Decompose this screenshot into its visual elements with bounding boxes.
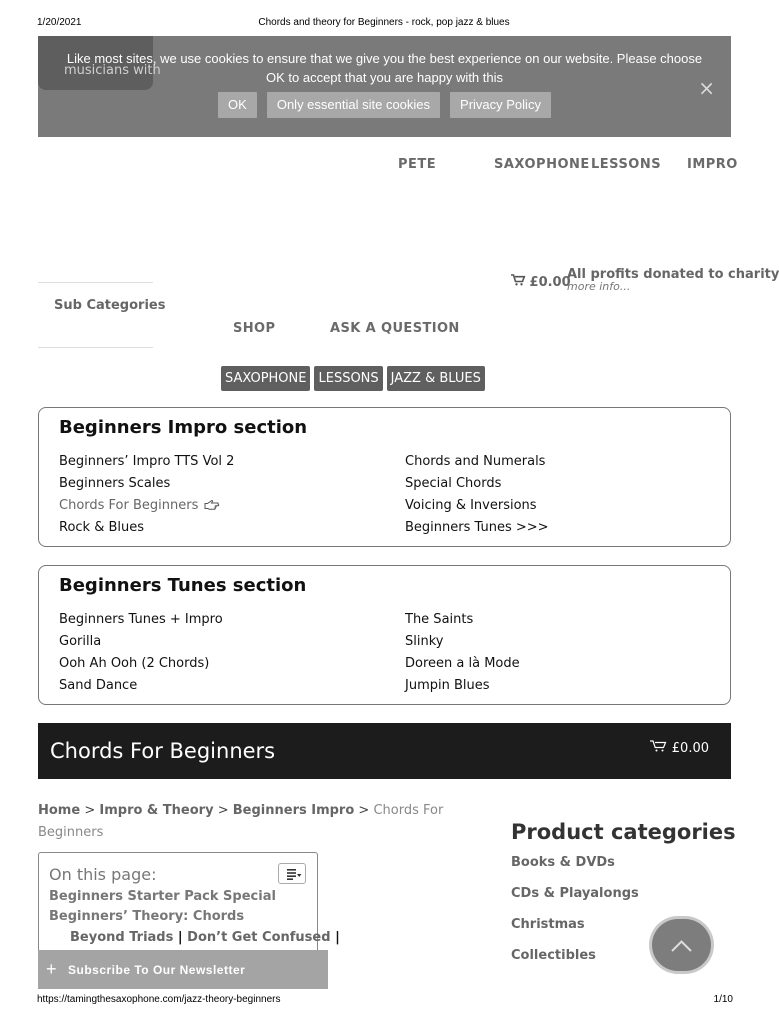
profits-notice (567, 267, 779, 293)
page-title-banner (38, 723, 731, 779)
tag-saxophone[interactable]: SAXOPHONE (221, 366, 310, 391)
toc-toggle-button[interactable] (278, 863, 306, 884)
tunes-link[interactable]: Sand Dance (59, 678, 138, 693)
header-cart[interactable] (511, 274, 571, 290)
header-cart-total: £0.00 (529, 275, 571, 290)
obscured-text: musicians with (64, 63, 161, 78)
cookie-banner (38, 36, 731, 137)
close-icon[interactable]: × (698, 76, 715, 100)
tag-jazz-blues[interactable]: JAZZ & BLUES (387, 366, 485, 391)
nav-shop[interactable]: SHOP (233, 321, 276, 336)
tunes-right-links (405, 609, 520, 697)
toc-link[interactable]: Beginners Starter Pack Special (49, 889, 276, 904)
impro-right-links (405, 451, 549, 539)
tunes-section-title: Beginners Tunes section (59, 575, 307, 596)
category-link[interactable]: Books & DVDs (511, 855, 615, 870)
sub-categories[interactable] (38, 282, 166, 348)
table-of-contents (38, 852, 340, 962)
impro-section (38, 407, 731, 547)
toc-link[interactable]: Beginners’ Theory: Chords (49, 909, 245, 924)
impro-link[interactable]: Chords and Numerals (405, 454, 546, 469)
pointing-hand-icon (203, 498, 219, 513)
tunes-link[interactable]: Slinky (405, 634, 444, 649)
print-date: 1/20/2021 (37, 17, 82, 28)
toc-sub-links (70, 930, 340, 945)
category-link[interactable]: Collectibles (511, 948, 596, 963)
tunes-link[interactable]: Ooh Ah Ooh (2 Chords) (59, 656, 210, 671)
nav-lessons[interactable]: LESSONS (591, 157, 662, 172)
tunes-link[interactable]: Jumpin Blues (405, 678, 490, 693)
breadcrumb-home[interactable]: Home (38, 803, 81, 818)
nav-pete[interactable]: PETE (398, 157, 437, 172)
impro-link[interactable]: Beginners Tunes >>> (405, 520, 549, 535)
tunes-link[interactable]: Doreen a là Mode (405, 656, 520, 671)
tunes-left-links (59, 609, 223, 697)
category-tags (221, 366, 485, 391)
product-categories-title: Product categories (511, 820, 736, 844)
breadcrumb-current: Chords For Beginners (38, 803, 444, 840)
newsletter-bar[interactable] (38, 950, 328, 989)
toc-sub-link[interactable]: Beyond Triads (70, 930, 174, 945)
breadcrumb-separator: > (84, 803, 96, 818)
banner-cart[interactable] (650, 740, 709, 756)
cookie-line-1: Like most sites, we use cookies to ensure that we give you the best experience on our website. Please choose (66, 51, 703, 66)
impro-link-current-label: Chords For Beginners (59, 498, 199, 513)
toc-sub-link[interactable]: Don’t Get Confused (187, 930, 331, 945)
category-link[interactable]: CDs & Playalongs (511, 886, 639, 901)
impro-link[interactable]: Beginners’ Impro TTS Vol 2 (59, 454, 235, 469)
cookie-ok-button[interactable]: OK (218, 92, 257, 118)
tunes-link[interactable]: Gorilla (59, 634, 102, 649)
toc-separator: | (335, 930, 340, 945)
plus-icon: + (46, 959, 57, 979)
page-title: Chords For Beginners (50, 739, 276, 763)
cookie-privacy-button[interactable]: Privacy Policy (450, 92, 551, 118)
chevron-up-icon (652, 956, 711, 975)
category-link[interactable]: Christmas (511, 917, 585, 932)
breadcrumb (38, 800, 458, 844)
breadcrumb-impro-theory[interactable]: Impro & Theory (99, 803, 214, 818)
print-url: https://tamingthesaxophone.com/jazz-theory-beginners (37, 994, 281, 1005)
print-title: Chords and theory for Beginners - rock, pop jazz & blues (258, 17, 510, 28)
nav-impro[interactable]: IMPRO (687, 157, 738, 172)
impro-link[interactable]: Beginners Scales (59, 476, 171, 491)
cookie-essential-button[interactable]: Only essential site cookies (267, 92, 440, 118)
breadcrumb-beginners-impro[interactable]: Beginners Impro (232, 803, 355, 818)
impro-link[interactable]: Voicing & Inversions (405, 498, 537, 513)
toc-title: On this page: (49, 865, 157, 884)
more-info-link[interactable]: more info... (567, 280, 631, 293)
tunes-link[interactable]: Beginners Tunes + Impro (59, 612, 223, 627)
list-icon (279, 868, 305, 887)
nav-saxophone[interactable]: SAXOPHONE (494, 157, 590, 172)
profits-text: All profits donated to charity (567, 267, 779, 282)
nav-ask-question[interactable]: ASK A QUESTION (330, 321, 460, 336)
breadcrumb-separator: > (217, 803, 229, 818)
print-header (0, 17, 768, 31)
banner-cart-total: £0.00 (671, 741, 709, 756)
impro-link-current[interactable] (59, 495, 234, 517)
cookie-message (38, 49, 731, 87)
impro-left-links (59, 451, 234, 539)
tag-lessons[interactable]: LESSONS (314, 366, 382, 391)
breadcrumb-separator: > (358, 803, 370, 818)
impro-link[interactable]: Special Chords (405, 476, 502, 491)
scroll-to-top-button[interactable] (652, 919, 711, 971)
cookie-line-2: OK to accept that you are happy with this (265, 70, 504, 85)
tunes-link[interactable]: The Saints (405, 612, 474, 627)
newsletter-label: Subscribe To Our Newsletter (68, 963, 246, 977)
cart-icon (511, 275, 530, 290)
impro-section-title: Beginners Impro section (59, 417, 308, 438)
toc-separator: | (177, 930, 183, 945)
cart-icon (650, 741, 672, 756)
sub-categories-label: Sub Categories (54, 298, 166, 313)
tunes-section (38, 565, 731, 705)
impro-link[interactable]: Rock & Blues (59, 520, 145, 535)
print-page-number: 1/10 (713, 994, 733, 1005)
